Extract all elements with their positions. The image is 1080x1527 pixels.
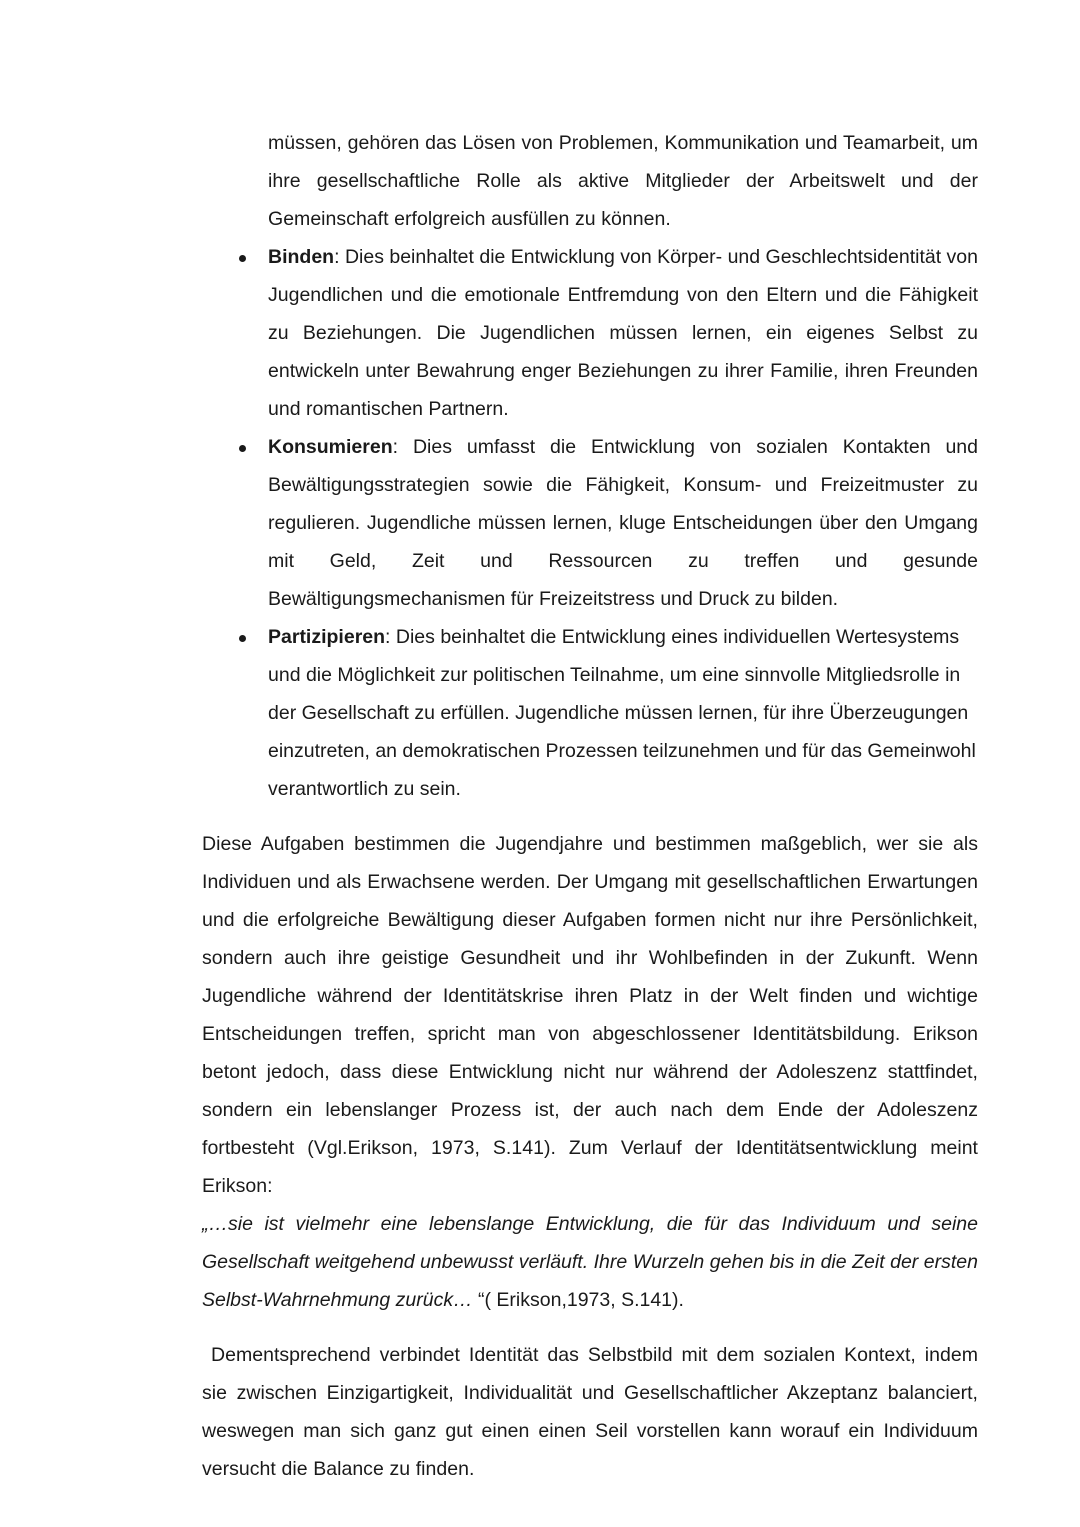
list-item-separator: : [385,626,396,648]
list-item [202,428,978,618]
list-item [202,618,978,808]
list-item-lead: Partizipieren [268,626,386,648]
continuation-paragraph: müssen, gehören das Lösen von Problemen, Kommunikation und Teamarbeit, um ihre gesellschaftliche Rolle als aktive Mitglieder der Arbeitswelt und der Gemeinschaft erfolgreich ausfüllen zu können. [268,132,978,230]
list-item-text: Dies beinhaltet die Entwicklung von Körper- und Geschlechtsidentität von Jugendlichen und die emotionale Entfremdung von den Eltern und die Fähigkeit zu Beziehungen. Die Jugendlichen müssen lernen, ein eigenes Selbst zu entwickeln unter Bewahrung enger Beziehungen zu ihrer Familie, ihren Freunden und romantischen Partnern. [268,246,978,420]
main-paragraph: Diese Aufgaben bestimmen die Jugendjahre und bestimmen maßgeblich, wer sie als Individuen und als Erwachsene werden. Der Umgang mit gesellschaftlichen Erwartungen und die erfolgreiche Bewältigung dieser Aufgaben formen nicht nur ihre Persönlichkeit, sondern auch ihre geistige Gesundheit und ihr Wohlbefinden in der Zukunft. Wenn Jugendliche während der Identitätskrise ihren Platz in der Welt finden und wichtige Entscheidungen treffen, spricht man von abgeschlossener Identitätsbildung. Erikson betont jedoch, dass diese Entwicklung nicht nur während der Adoleszenz stattfindet, sondern ein lebenslanger Prozess ist, der auch nach dem Ende der Adoleszenz fortbesteht (Vgl.Erikson, 1973, S.141). Zum Verlauf der Identitätsentwicklung meint Erikson: [202,833,978,1197]
closing-paragraph: Dementsprechend verbindet Identität das Selbstbild mit dem sozialen Kontext, indem sie zwischen Einzigartigkeit, Individualität und Gesellschaftlicher Akzeptanz balanciert, weswegen man sich ganz gut einen einen Seil vorstellen kann worauf ein Individuum versucht die Balance zu finden. [202,1344,978,1480]
developmental-tasks-list [202,238,978,808]
quote-source: “( Erikson,1973, S.141). [472,1289,684,1311]
list-item-lead: Konsumieren [268,436,393,458]
page-content [202,124,978,1488]
list-item-text: Dies beinhaltet die Entwicklung eines individuellen Wertesystems und die Möglichkeit zur politischen Teilnahme, um eine sinnvolle Mitgliedsrolle in der Gesellschaft zu erfüllen. Jugendliche müssen lernen, für ihre Überzeugungen einzutreten, an demokratischen Prozessen teilzunehmen und für das Gemeinwohl verantwortlich zu sein. [268,626,976,800]
block-quote [202,1205,978,1319]
list-item-lead: Binden [268,246,335,268]
quote-text: „…sie ist vielmehr eine lebenslange Entwicklung, die für das Individuum und seine Gesellschaft weitgehend unbewusst verläuft. Ihre Wurzeln gehen bis in die Zeit der ersten Selbst-Wahrnehmung zurück… [202,1213,978,1311]
list-item-text: Dies umfasst die Entwicklung von sozialen Kontakten und Bewältigungsstrategien sowie die Fähigkeit, Konsum- und Freizeitmuster zu regulieren. Jugendliche müssen lernen, kluge Entscheidungen über den Umgang mit Geld, Zeit und Ressourcen zu treffen und gesunde Bewältigungsmechanismen für Freizeitstress und Druck zu bilden. [268,436,978,610]
list-item [202,238,978,428]
list-item-separator: : [392,436,413,458]
list-item-separator: : [334,246,345,268]
